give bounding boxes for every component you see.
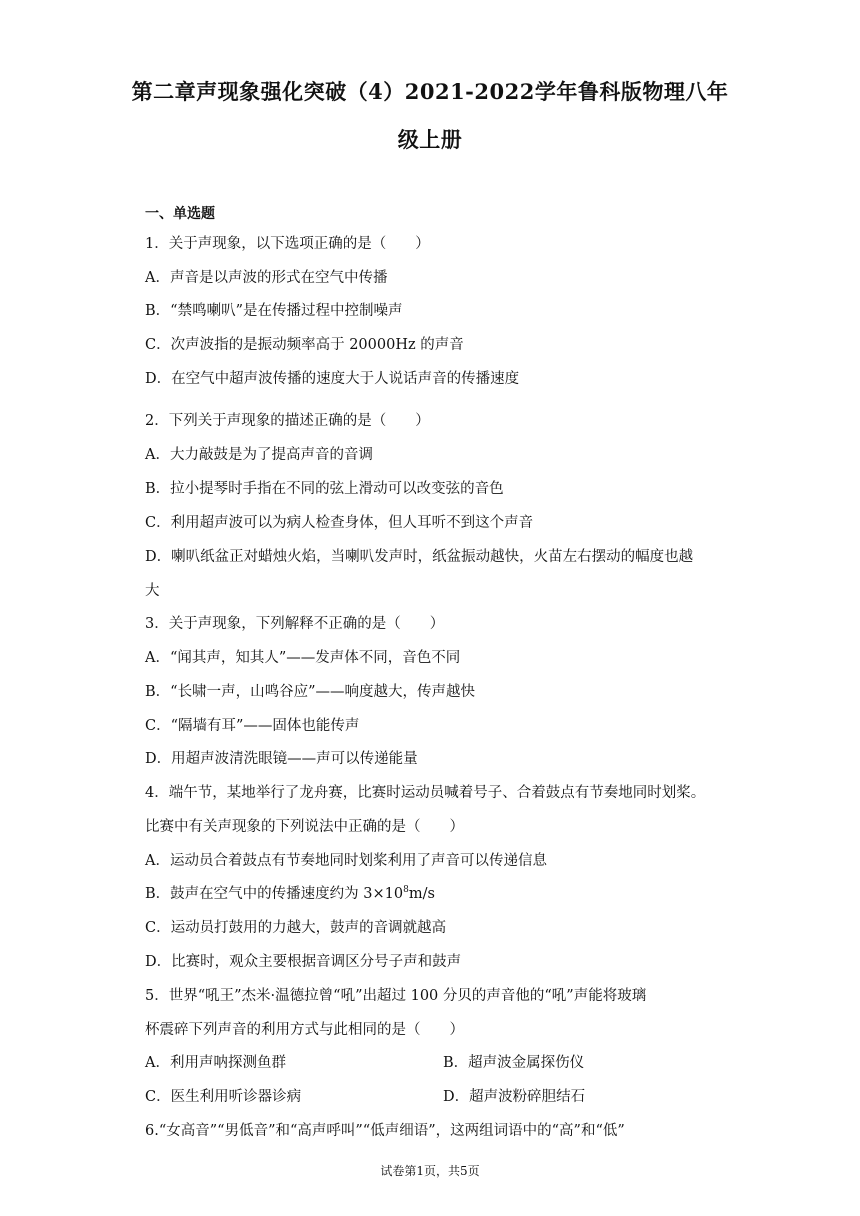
- exponent: 8: [403, 885, 409, 896]
- question-5-option-a: A．利用声呐探测鱼群: [145, 1055, 286, 1071]
- question-5-stem: 5．世界“吼王”杰米·温德拉曾“吼”出超过 100 分贝的声音他的“吼”声能将玻璃: [145, 988, 647, 1004]
- question-4-stem-cont: 比赛中有关声现象的下列说法中正确的是（ ）: [145, 819, 464, 835]
- question-1-stem: 1．关于声现象，以下选项正确的是（ ）: [145, 236, 430, 252]
- page-footer: 试卷第1页，共5页: [380, 1164, 480, 1178]
- question-2-option-d-cont: 大: [145, 583, 160, 599]
- question-2-option-a: A．大力敲鼓是为了提高声音的音调: [145, 447, 373, 463]
- page-title: 第二章声现象强化突破（4）2021-2022学年鲁科版物理八年: [131, 79, 729, 104]
- question-5-option-d: D．超声波粉碎胆结石: [443, 1089, 586, 1105]
- question-4-option-c: C．运动员打鼓用的力越大，鼓声的音调就越高: [145, 920, 447, 936]
- question-2-option-b: B．拉小提琴时手指在不同的弦上滑动可以改变弦的音色: [145, 481, 504, 497]
- question-2-option-d: D．喇叭纸盆正对蜡烛火焰，当喇叭发声时，纸盆振动越快，火苗左右摆动的幅度也越: [145, 549, 694, 565]
- question-1-option-b: B．“禁鸣喇叭”是在传播过程中控制噪声: [145, 303, 403, 319]
- question-3-option-a: A．“闻其声，知其人”——发声体不同，音色不同: [145, 650, 461, 666]
- question-3-option-d: D．用超声波清洗眼镜——声可以传递能量: [145, 751, 418, 767]
- question-6-stem: 6.“女高音”“男低音”和“高声呼叫”“低声细语”，这两组词语中的“高”和“低”: [145, 1123, 625, 1139]
- unit: m/s: [408, 886, 435, 902]
- question-1-option-a: A．声音是以声波的形式在空气中传播: [145, 270, 388, 286]
- question-4-option-b: [145, 882, 435, 903]
- question-5-option-b: B．超声波金属探伤仪: [443, 1055, 585, 1071]
- section-heading: 一、单选题: [145, 206, 215, 222]
- question-3-stem: 3．关于声现象，下列解释不正确的是（ ）: [145, 616, 445, 632]
- question-1-option-c: C．次声波指的是振动频率高于 20000Hz 的声音: [145, 337, 464, 353]
- question-2-option-c: C．利用超声波可以为病人检查身体，但人耳听不到这个声音: [145, 515, 534, 531]
- question-3-option-c: C．“隔墙有耳”——固体也能传声: [145, 718, 360, 734]
- question-4-option-d: D．比赛时，观众主要根据音调区分号子声和鼓声: [145, 954, 462, 970]
- question-4-option-b-text: B．鼓声在空气中的传播速度约为 3×10: [145, 886, 404, 902]
- question-4-option-a: A．运动员合着鼓点有节奏地同时划桨利用了声音可以传递信息: [145, 853, 547, 869]
- question-5-option-c: C．医生利用听诊器诊病: [145, 1089, 302, 1105]
- question-4-stem: 4．端午节，某地举行了龙舟赛，比赛时运动员喊着号子、合着鼓点有节奏地同时划桨。: [145, 785, 706, 801]
- page-title-line2: 级上册: [397, 127, 463, 152]
- question-3-option-b: B．“长啸一声，山鸣谷应”——响度越大，传声越快: [145, 684, 475, 700]
- question-5-stem-cont: 杯震碎下列声音的利用方式与此相同的是（ ）: [145, 1022, 464, 1038]
- question-2-stem: 2．下列关于声现象的描述正确的是（ ）: [145, 413, 430, 429]
- question-1-option-d: D．在空气中超声波传播的速度大于人说话声音的传播速度: [145, 371, 520, 387]
